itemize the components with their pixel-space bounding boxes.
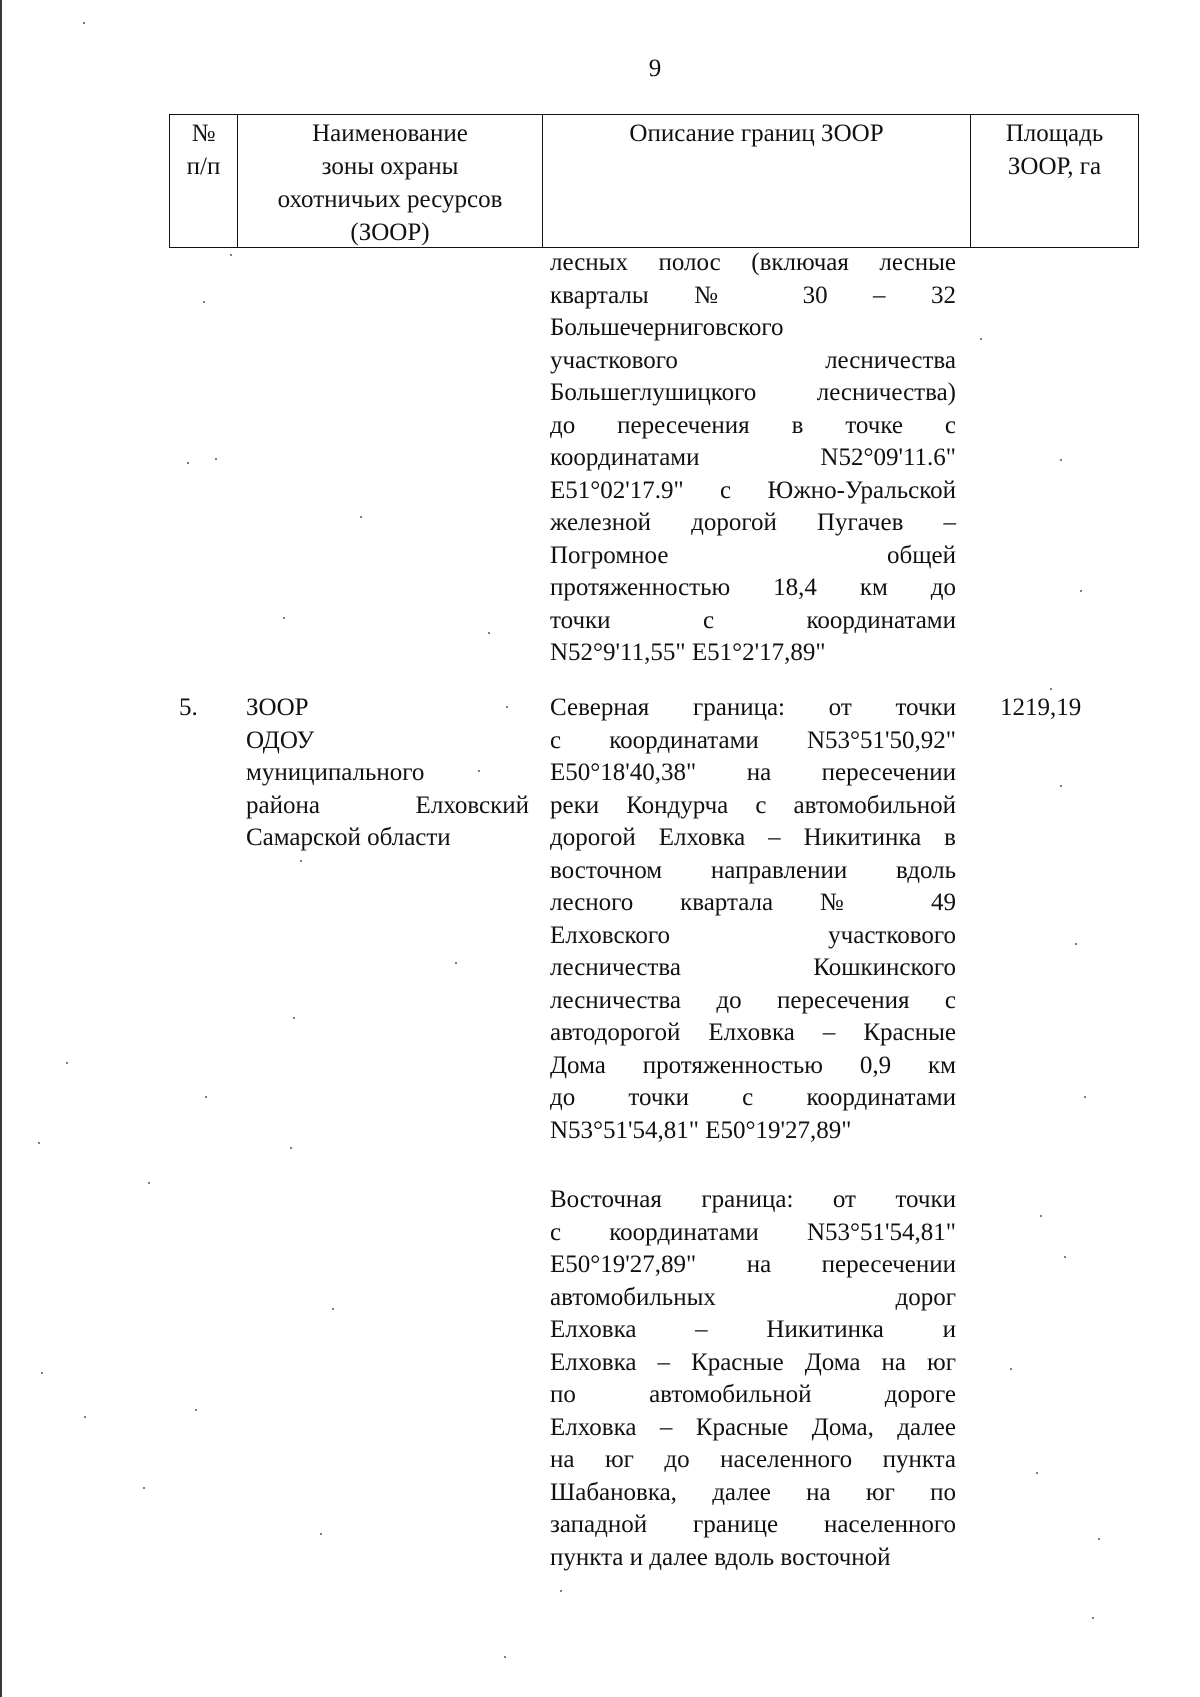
description-line: до пересечения в точке с <box>550 411 956 439</box>
scan-speck <box>1075 943 1077 945</box>
description-line: лесничества Кошкинского <box>550 954 956 981</box>
description-line: автодорогой Елховка – Красные <box>550 1019 956 1046</box>
scan-speck <box>1040 1215 1042 1217</box>
scan-speck <box>187 462 189 464</box>
scan-speck <box>38 1142 40 1144</box>
description-line: железной дорогой Пугачев – <box>550 509 956 536</box>
description-line: Елховка – Красные Дома, далее <box>550 1413 956 1441</box>
description-line: восточном направлении вдоль <box>550 856 956 884</box>
description-line: лесных полос (включая лесные <box>550 249 956 276</box>
table-header <box>169 114 1139 248</box>
description-line: автомобильных дорог <box>550 1283 956 1311</box>
scan-speck <box>283 617 285 619</box>
description-line: лесного квартала № 49 <box>550 889 956 916</box>
scan-speck <box>1092 1617 1094 1619</box>
scan-speck <box>478 770 480 772</box>
zone-name-line: ЗООР <box>246 694 309 721</box>
zone-name <box>246 692 529 855</box>
scan-speck <box>1060 785 1062 787</box>
scan-speck <box>1084 1096 1086 1098</box>
description-line: с координатами N53°51'54,81" <box>550 1218 956 1246</box>
scan-speck <box>230 254 232 256</box>
scan-speck <box>1036 1472 1038 1474</box>
scan-speck <box>215 458 217 460</box>
scan-speck <box>320 1533 322 1535</box>
scan-speck <box>980 338 982 340</box>
description-line: участкового лесничества <box>550 346 956 374</box>
description-line: Большечерниговского <box>550 314 784 341</box>
scan-edge <box>0 0 2 1697</box>
row-number: 5. <box>179 694 198 721</box>
zone-name-line: муниципального <box>246 759 425 786</box>
description-line: Елховского участкового <box>550 921 956 949</box>
scan-speck <box>66 1062 68 1064</box>
description-line: E50°18'40,38" на пересечении <box>550 759 956 786</box>
description-line: точки с координатами <box>550 606 956 634</box>
scan-speck <box>1064 1256 1066 1258</box>
scan-speck <box>290 1147 292 1149</box>
scan-speck <box>83 22 85 24</box>
description-line: пункта и далее вдоль восточной <box>550 1543 891 1571</box>
description-line: лесничества до пересечения с <box>550 986 956 1014</box>
scan-speck <box>293 1017 295 1019</box>
description-line: Елховка – Красные Дома на юг <box>550 1348 956 1376</box>
header-area: Площадь ЗООР, га <box>1005 120 1104 180</box>
description-line: Большеглушицкого лесничества) <box>550 379 956 406</box>
scan-speck <box>1098 1538 1100 1540</box>
description-line: протяженностью 18,4 км до <box>550 574 956 601</box>
description-line: Шабановка, далее на юг по <box>550 1478 956 1506</box>
scan-speck <box>506 706 508 708</box>
description-line: Северная граница: от точки <box>550 694 956 721</box>
scan-speck <box>84 1416 86 1418</box>
description-line: западной границе населенного <box>550 1511 956 1538</box>
description-line: реки Кондурча с автомобильной <box>550 791 956 819</box>
description-line: до точки с координатами <box>550 1084 956 1111</box>
scan-speck <box>455 962 457 964</box>
scan-speck <box>203 301 205 303</box>
description-line: N53°51'54,81" E50°19'27,89" <box>550 1116 852 1144</box>
north-border-description <box>550 692 956 1147</box>
scan-speck <box>1050 688 1052 690</box>
description-line: E51°02'17.9" с Южно-Уральской <box>550 476 956 504</box>
header-name: Наименование зоны охраны охотничьих ресурсов (ЗООР) <box>238 115 543 247</box>
zone-name-line: района Елховский <box>246 791 529 819</box>
scan-speck <box>148 1182 150 1184</box>
scan-speck <box>143 1487 145 1489</box>
scan-speck <box>1010 1368 1012 1370</box>
scan-speck <box>504 1656 506 1658</box>
description-line: Восточная граница: от точки <box>550 1186 956 1213</box>
zone-name-line: ОДОУ <box>246 726 315 754</box>
scan-speck <box>360 516 362 518</box>
header-number: № п/п <box>170 115 238 247</box>
scan-speck <box>41 1372 43 1374</box>
scan-speck <box>1080 590 1082 592</box>
east-border-description <box>550 1184 956 1574</box>
description-line: на юг до населенного пункта <box>550 1446 956 1473</box>
description-line: по автомобильной дороге <box>550 1381 956 1408</box>
scan-speck <box>300 860 302 862</box>
scan-speck <box>560 1590 562 1592</box>
description-line: дорогой Елховка – Никитинка в <box>550 824 956 851</box>
scan-speck <box>195 1409 197 1411</box>
page-number: 9 <box>648 55 662 82</box>
description-line: с координатами N53°51'50,92" <box>550 726 956 754</box>
scan-speck <box>332 1308 334 1310</box>
zone-name-line: Самарской области <box>246 824 451 851</box>
continued-description <box>550 247 956 670</box>
description-line: координатами N52°09'11.6" <box>550 444 956 471</box>
header-description: Описание границ ЗООР <box>543 115 971 247</box>
description-line: Погромное общей <box>550 541 956 569</box>
description-line: Дома протяженностью 0,9 км <box>550 1051 956 1079</box>
zone-area: 1219,19 <box>1000 694 1082 721</box>
description-line: Елховка – Никитинка и <box>550 1316 956 1343</box>
scan-speck <box>488 632 490 634</box>
scan-speck <box>205 1096 207 1098</box>
scan-speck <box>1060 459 1062 461</box>
description-line: E50°19'27,89" на пересечении <box>550 1251 956 1278</box>
description-line: N52°9'11,55" E51°2'17,89" <box>550 639 826 666</box>
description-line: кварталы № 30 – 32 <box>550 281 956 309</box>
